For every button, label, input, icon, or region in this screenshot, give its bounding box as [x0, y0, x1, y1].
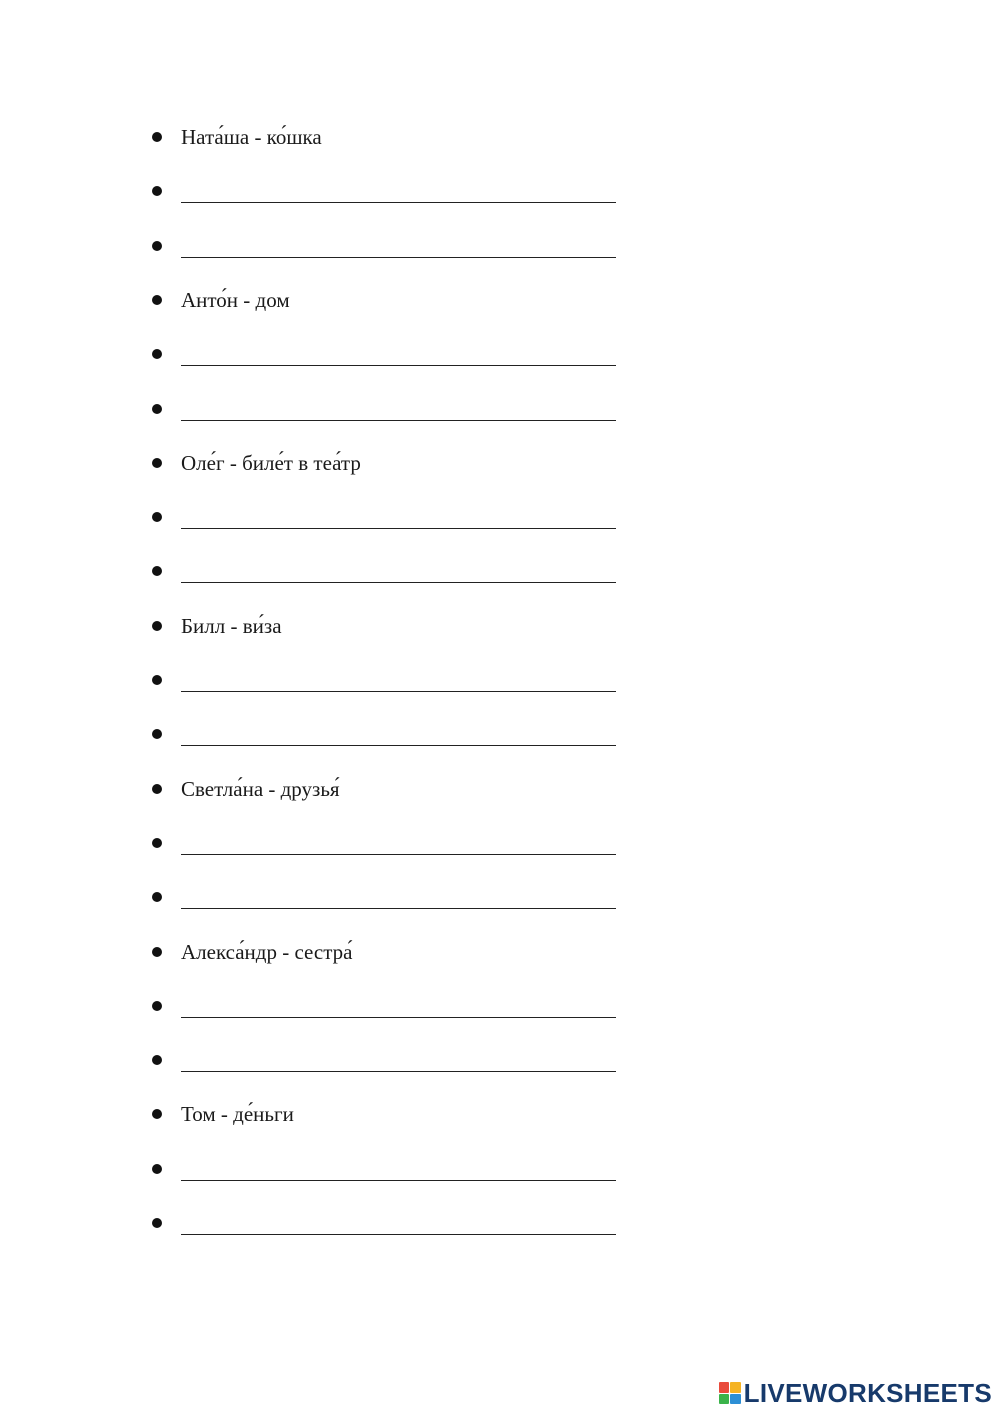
answer-item	[150, 172, 630, 212]
answer-item	[150, 715, 630, 755]
prompt-item	[150, 444, 630, 484]
bullet-icon	[152, 349, 162, 359]
answer-item	[150, 1041, 630, 1081]
answer-item	[150, 335, 630, 375]
answer-item	[150, 390, 630, 430]
prompt-item	[150, 118, 630, 158]
answer-input[interactable]	[181, 878, 616, 909]
prompt-text: Светла́на - друзья́	[181, 776, 340, 801]
bullet-icon	[152, 132, 162, 142]
answer-item	[150, 824, 630, 864]
answer-item	[150, 878, 630, 918]
prompt-text: Ната́ша - ко́шка	[181, 125, 322, 149]
answer-input[interactable]	[181, 824, 616, 855]
prompt-text: Оле́г - биле́т в теа́тр	[181, 450, 361, 475]
bullet-icon	[152, 947, 162, 957]
liveworksheets-logo-icon	[719, 1382, 741, 1404]
answer-input[interactable]	[181, 227, 616, 258]
bullet-icon	[152, 566, 162, 576]
prompt-item	[150, 607, 630, 647]
bullet-icon	[152, 404, 162, 414]
prompt-text: Том - де́ньги	[181, 1102, 294, 1127]
bullet-icon	[152, 458, 162, 468]
prompt-item	[150, 933, 630, 973]
bullet-icon	[152, 186, 162, 196]
bullet-icon	[152, 295, 162, 305]
bullet-icon	[152, 892, 162, 902]
bullet-icon	[152, 1001, 162, 1011]
answer-item	[150, 661, 630, 701]
answer-input[interactable]	[181, 1150, 616, 1181]
answer-input[interactable]	[181, 987, 616, 1018]
answer-input[interactable]	[181, 172, 616, 203]
answer-input[interactable]	[181, 661, 616, 692]
bullet-icon	[152, 1109, 162, 1119]
answer-item	[150, 552, 630, 592]
bullet-icon	[152, 1055, 162, 1065]
liveworksheets-logo	[719, 1380, 992, 1406]
prompt-text: Анто́н - дом	[181, 287, 290, 312]
answer-input[interactable]	[181, 498, 616, 529]
bullet-icon	[152, 621, 162, 631]
answer-item	[150, 987, 630, 1027]
prompt-item	[150, 281, 630, 321]
answer-input[interactable]	[181, 552, 616, 583]
bullet-icon	[152, 729, 162, 739]
prompt-text: Билл - ви́за	[181, 613, 282, 638]
bullet-icon	[152, 1218, 162, 1228]
answer-item	[150, 227, 630, 267]
bullet-icon	[152, 675, 162, 685]
prompt-text: Алекса́ндр - сестра́	[181, 939, 353, 964]
answer-input[interactable]	[181, 335, 616, 366]
logo-text: LIVEWORKSHEETS	[743, 1378, 992, 1408]
bullet-icon	[152, 512, 162, 522]
answer-input[interactable]	[181, 390, 616, 421]
bullet-icon	[152, 838, 162, 848]
answer-item	[150, 1204, 630, 1244]
answer-input[interactable]	[181, 715, 616, 746]
answer-item	[150, 1150, 630, 1190]
prompt-item	[150, 1095, 630, 1135]
bullet-icon	[152, 241, 162, 251]
bullet-icon	[152, 784, 162, 794]
bullet-icon	[152, 1164, 162, 1174]
answer-item	[150, 498, 630, 538]
prompt-item	[150, 770, 630, 810]
answer-input[interactable]	[181, 1041, 616, 1072]
answer-input[interactable]	[181, 1204, 616, 1235]
